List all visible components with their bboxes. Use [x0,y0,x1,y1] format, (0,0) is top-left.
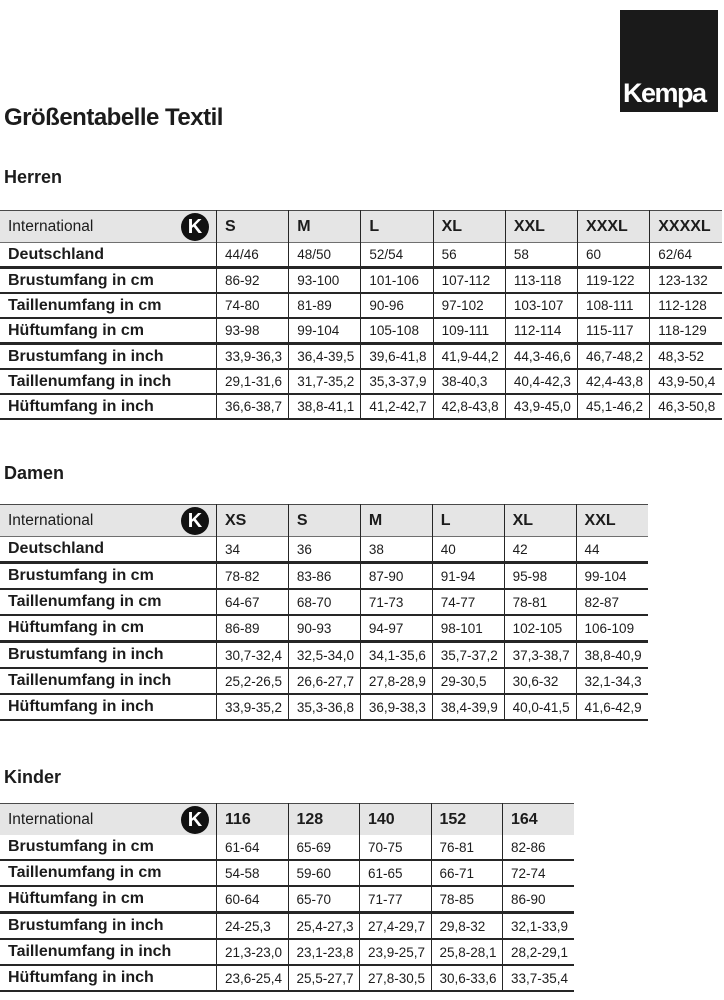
size-value-cell: 61-65 [360,860,432,886]
table-row [0,318,722,344]
size-value-cell: 93-98 [217,318,289,344]
size-value-cell: 42 [504,537,576,563]
size-value-cell: 95-98 [504,563,576,590]
size-value-cell: 23,9-25,7 [360,939,432,965]
size-value-cell: 60-64 [217,886,289,913]
size-value-cell: 59-60 [288,860,360,886]
size-value-cell: 35,3-37,9 [361,369,433,394]
size-column-header: XXL [576,505,648,537]
size-value-cell: 32,1-34,3 [576,668,648,694]
size-value-cell: 30,6-32 [504,668,576,694]
size-value-cell: 40,0-41,5 [504,694,576,720]
header-label-text: International [8,511,94,529]
size-value-cell: 54-58 [217,860,289,886]
table-row [0,860,574,886]
size-value-cell: 105-108 [361,318,433,344]
size-value-cell: 86-89 [217,615,289,642]
size-column-header: XXL [505,211,577,243]
section-title-herren: Herren [4,167,63,187]
table-row [0,642,648,669]
size-value-cell: 103-107 [505,293,577,318]
size-value-cell: 36,9-38,3 [360,694,432,720]
size-value-cell: 44 [576,537,648,563]
kempa-k-icon: K [181,806,209,834]
table-header-row [0,211,722,243]
size-value-cell: 37,3-38,7 [504,642,576,669]
size-value-cell: 46,3-50,8 [650,394,722,419]
table-header-row [0,804,574,836]
size-column-header: M [360,505,432,537]
table-row [0,394,722,419]
size-value-cell: 115-117 [578,318,650,344]
size-value-cell: 72-74 [503,860,575,886]
size-value-cell: 38,8-40,9 [576,642,648,669]
size-value-cell: 38,8-41,1 [289,394,361,419]
size-value-cell: 27,8-30,5 [360,965,432,991]
table-row [0,965,574,991]
table-row [0,886,574,913]
size-value-cell: 82-87 [576,589,648,615]
page-title: Größentabelle Textil [4,104,223,131]
size-value-cell: 48/50 [289,243,361,268]
size-value-cell: 106-109 [576,615,648,642]
size-value-cell: 99-104 [289,318,361,344]
table-row [0,563,648,590]
size-value-cell: 107-112 [433,268,505,294]
table-row [0,668,648,694]
size-value-cell: 112-128 [650,293,722,318]
size-value-cell: 33,9-35,2 [217,694,289,720]
size-value-cell: 46,7-48,2 [578,344,650,370]
header-label-international [0,211,217,243]
row-label: Taillenumfang in cm [8,864,162,881]
size-value-cell: 27,8-28,9 [360,668,432,694]
size-column-header: XL [433,211,505,243]
size-value-cell: 41,6-42,9 [576,694,648,720]
size-value-cell: 113-118 [505,268,577,294]
size-value-cell: 29,1-31,6 [217,369,289,394]
size-value-cell: 36,6-38,7 [217,394,289,419]
size-column-header: L [432,505,504,537]
size-value-cell: 35,7-37,2 [432,642,504,669]
header-label-text: International [8,217,94,235]
table-row [0,344,722,370]
header-label-text: International [8,810,94,828]
size-column-header: S [217,211,289,243]
size-value-cell: 70-75 [360,835,432,860]
row-label: Deutschland [8,540,105,557]
table-row [0,589,648,615]
size-value-cell: 109-111 [433,318,505,344]
size-value-cell: 93-100 [289,268,361,294]
size-column-header: 152 [431,804,503,836]
row-label: Taillenumfang in inch [8,372,172,390]
table-row [0,369,722,394]
size-value-cell: 112-114 [505,318,577,344]
size-value-cell: 62/64 [650,243,722,268]
kempa-logo-wordmark: Kempa [623,78,706,108]
size-value-cell: 66-71 [431,860,503,886]
size-value-cell: 97-102 [433,293,505,318]
table-row [0,913,574,940]
size-value-cell: 68-70 [288,589,360,615]
size-table-damen [0,504,648,721]
row-label: Hüftumfang in inch [8,969,154,986]
row-label: Brustumfang in cm [8,271,154,289]
size-value-cell: 28,2-29,1 [503,939,575,965]
size-value-cell: 40,4-42,3 [505,369,577,394]
size-value-cell: 98-101 [432,615,504,642]
row-label: Taillenumfang in inch [8,672,172,689]
size-value-cell: 44,3-46,6 [505,344,577,370]
section-title-kinder: Kinder [4,767,62,787]
size-value-cell: 32,1-33,9 [503,913,575,940]
row-label: Taillenumfang in cm [8,593,162,610]
size-value-cell: 86-92 [217,268,289,294]
size-value-cell: 21,3-23,0 [217,939,289,965]
size-value-cell: 43,9-50,4 [650,369,722,394]
row-label: Hüftumfang in cm [8,619,144,636]
row-label: Brustumfang in cm [8,838,154,855]
size-value-cell: 82-86 [503,835,575,860]
size-value-cell: 58 [505,243,577,268]
row-label: Hüftumfang in inch [8,397,154,415]
size-value-cell: 29-30,5 [432,668,504,694]
size-value-cell: 31,7-35,2 [289,369,361,394]
size-value-cell: 83-86 [288,563,360,590]
row-label: Hüftumfang in inch [8,698,154,715]
size-value-cell: 42,8-43,8 [433,394,505,419]
size-value-cell: 23,1-23,8 [288,939,360,965]
size-value-cell: 38-40,3 [433,369,505,394]
size-value-cell: 90-96 [361,293,433,318]
size-value-cell: 36,4-39,5 [289,344,361,370]
size-value-cell: 23,6-25,4 [217,965,289,991]
size-value-cell: 25,4-27,3 [288,913,360,940]
size-value-cell: 65-70 [288,886,360,913]
size-value-cell: 76-81 [431,835,503,860]
size-value-cell: 34,1-35,6 [360,642,432,669]
size-column-header: 140 [360,804,432,836]
size-value-cell: 36 [288,537,360,563]
table-row [0,537,648,563]
table-row [0,835,574,860]
size-value-cell: 78-82 [217,563,289,590]
table-row [0,694,648,720]
table-row [0,293,722,318]
header-label-international [0,505,217,537]
kempa-logo [620,10,718,112]
size-value-cell: 99-104 [576,563,648,590]
size-value-cell: 48,3-52 [650,344,722,370]
size-value-cell: 24-25,3 [217,913,289,940]
size-value-cell: 33,9-36,3 [217,344,289,370]
size-value-cell: 25,8-28,1 [431,939,503,965]
table-header-row [0,505,648,537]
row-label: Taillenumfang in cm [8,296,162,314]
size-value-cell: 61-64 [217,835,289,860]
size-value-cell: 35,3-36,8 [288,694,360,720]
size-value-cell: 33,7-35,4 [503,965,575,991]
size-value-cell: 81-89 [289,293,361,318]
table-row [0,939,574,965]
table-row [0,243,722,268]
table-row [0,615,648,642]
size-column-header: XXXXL [650,211,722,243]
size-value-cell: 86-90 [503,886,575,913]
size-value-cell: 25,5-27,7 [288,965,360,991]
size-column-header: M [289,211,361,243]
size-value-cell: 108-111 [578,293,650,318]
size-value-cell: 102-105 [504,615,576,642]
size-value-cell: 118-129 [650,318,722,344]
row-label: Taillenumfang in inch [8,943,172,960]
size-value-cell: 26,6-27,7 [288,668,360,694]
size-value-cell: 87-90 [360,563,432,590]
size-value-cell: 42,4-43,8 [578,369,650,394]
size-value-cell: 32,5-34,0 [288,642,360,669]
size-value-cell: 38,4-39,9 [432,694,504,720]
size-value-cell: 74-80 [217,293,289,318]
size-value-cell: 25,2-26,5 [217,668,289,694]
size-value-cell: 34 [217,537,289,563]
row-label: Brustumfang in inch [8,347,164,365]
row-label: Brustumfang in inch [8,646,164,663]
size-value-cell: 39,6-41,8 [361,344,433,370]
size-value-cell: 30,7-32,4 [217,642,289,669]
size-value-cell: 123-132 [650,268,722,294]
size-column-header: L [361,211,433,243]
size-value-cell: 119-122 [578,268,650,294]
size-value-cell: 45,1-46,2 [578,394,650,419]
size-table-herren [0,210,722,420]
size-value-cell: 41,9-44,2 [433,344,505,370]
size-value-cell: 71-77 [360,886,432,913]
size-column-header: 128 [288,804,360,836]
size-value-cell: 29,8-32 [431,913,503,940]
row-label: Deutschland [8,245,105,263]
row-label: Brustumfang in cm [8,567,154,584]
size-value-cell: 60 [578,243,650,268]
row-label: Hüftumfang in cm [8,890,144,907]
size-value-cell: 41,2-42,7 [361,394,433,419]
size-value-cell: 27,4-29,7 [360,913,432,940]
size-value-cell: 101-106 [361,268,433,294]
section-title-damen: Damen [4,463,65,483]
kempa-k-icon: K [181,507,209,535]
size-value-cell: 40 [432,537,504,563]
size-table-kinder [0,803,574,992]
size-value-cell: 38 [360,537,432,563]
table-row [0,268,722,294]
size-value-cell: 78-81 [504,589,576,615]
size-column-header: 164 [503,804,575,836]
size-value-cell: 52/54 [361,243,433,268]
size-value-cell: 94-97 [360,615,432,642]
size-column-header: S [288,505,360,537]
size-column-header: XXXL [578,211,650,243]
size-value-cell: 71-73 [360,589,432,615]
size-column-header: XS [217,505,289,537]
size-value-cell: 65-69 [288,835,360,860]
size-value-cell: 30,6-33,6 [431,965,503,991]
size-column-header: 116 [217,804,289,836]
size-value-cell: 56 [433,243,505,268]
size-value-cell: 64-67 [217,589,289,615]
row-label: Hüftumfang in cm [8,321,144,339]
size-value-cell: 91-94 [432,563,504,590]
size-value-cell: 44/46 [217,243,289,268]
size-column-header: XL [504,505,576,537]
size-value-cell: 43,9-45,0 [505,394,577,419]
kempa-k-icon: K [181,213,209,241]
size-value-cell: 74-77 [432,589,504,615]
size-value-cell: 78-85 [431,886,503,913]
size-value-cell: 90-93 [288,615,360,642]
row-label: Brustumfang in inch [8,917,164,934]
header-label-international [0,804,217,836]
